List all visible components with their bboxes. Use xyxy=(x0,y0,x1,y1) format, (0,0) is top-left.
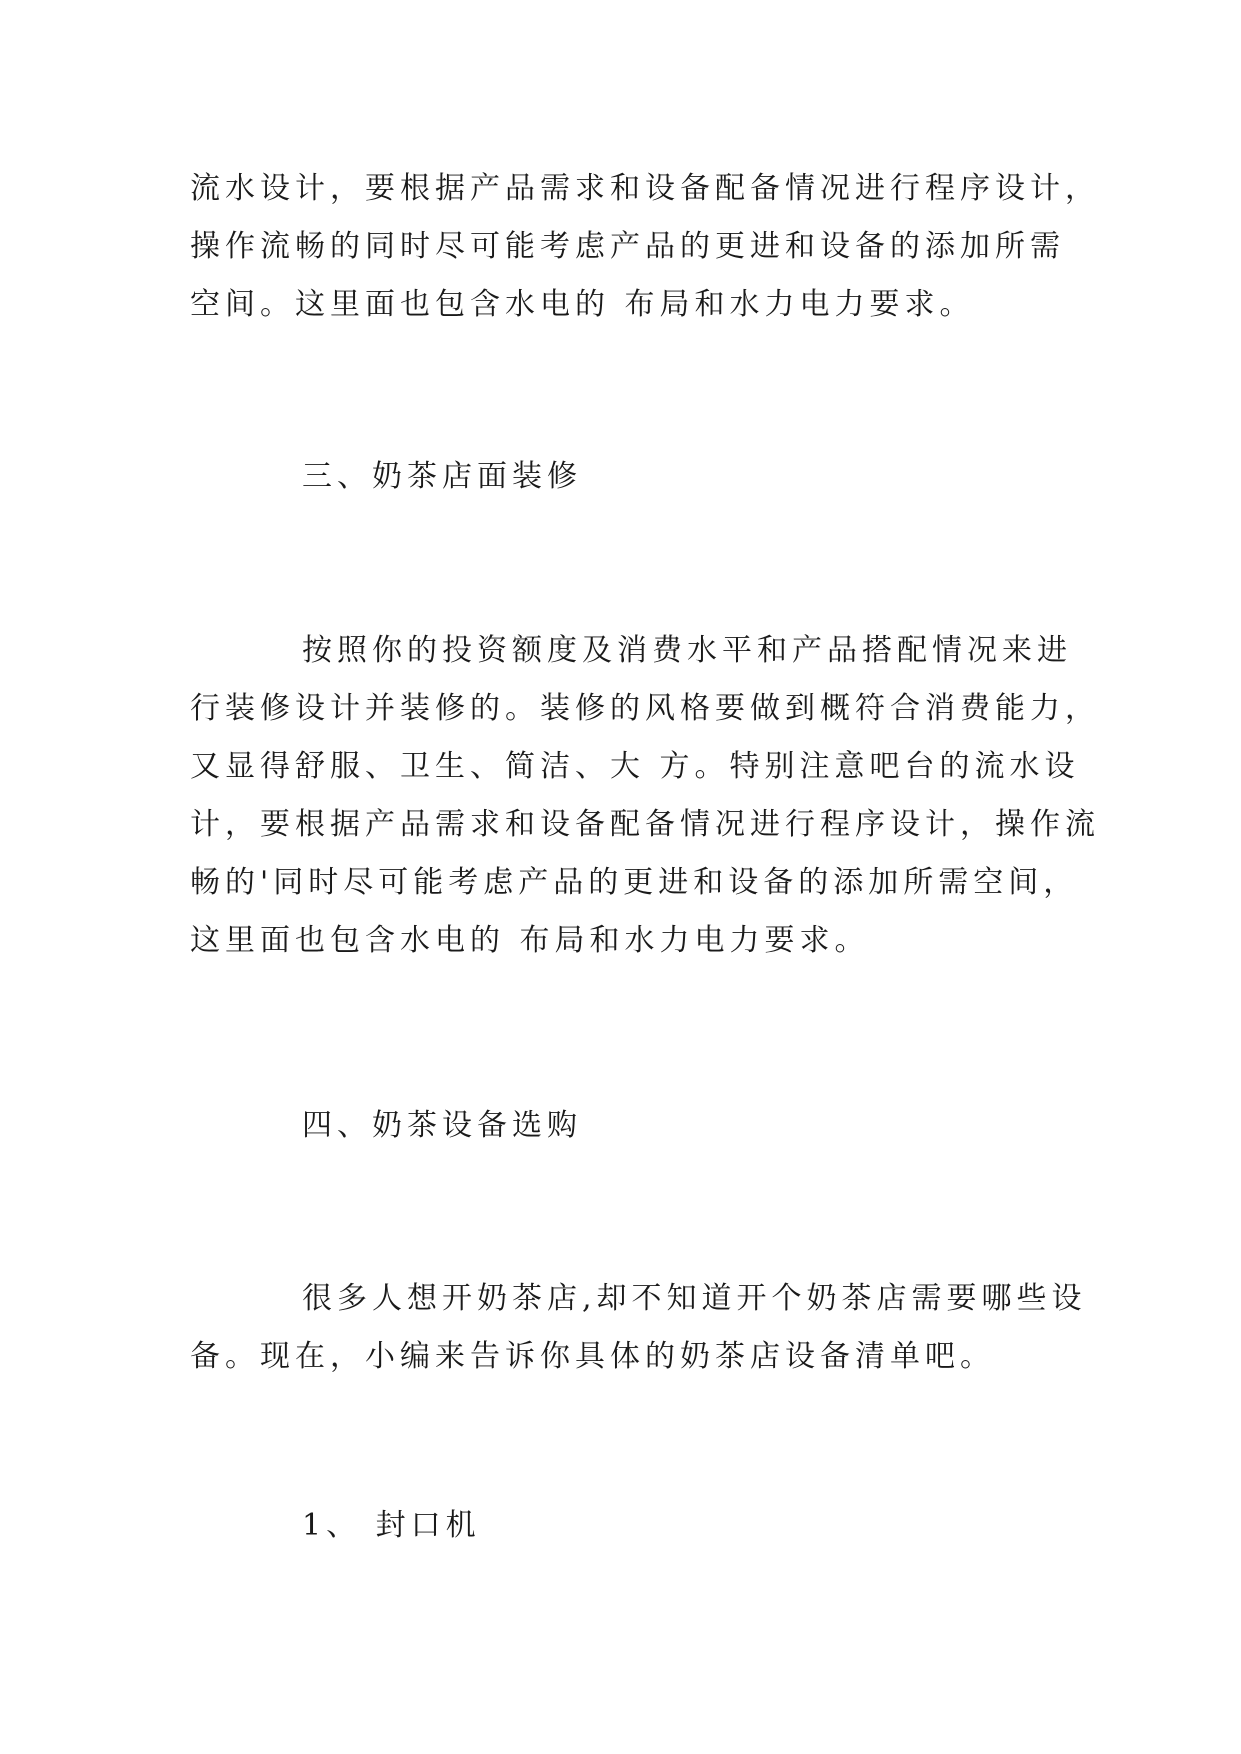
section-heading-text: 四、奶茶设备选购 xyxy=(302,1108,582,1143)
paragraph xyxy=(190,622,1100,970)
section-heading-text: 三、奶茶店面装修 xyxy=(302,459,582,494)
paragraph-line: 按照你的投资额度及消费水平和产品搭配情况来进 xyxy=(302,633,1072,668)
paragraph-line: 畅的'同时尽可能考虑产品的更进和设备的添加所需空间， xyxy=(190,865,1079,900)
paragraph-line: 又显得舒服、卫生、简洁、大 方。特别注意吧台的流水设 xyxy=(190,749,1080,784)
list-item-text: 1、 封口机 xyxy=(302,1508,481,1543)
paragraph-line: 计，要根据产品需求和设备配备情况进行程序设计，操作流 xyxy=(190,807,1100,842)
paragraph xyxy=(190,160,1100,334)
paragraph-line: 行装修设计并装修的。装修的风格要做到概符合消费能力， xyxy=(190,691,1100,726)
list-item xyxy=(190,1497,1070,1555)
paragraph-line: 操作流畅的同时尽可能考虑产品的更进和设备的添加所需 xyxy=(190,229,1065,264)
paragraph-line: 备。现在，小编来告诉你具体的奶茶店设备清单吧。 xyxy=(190,1339,995,1374)
paragraph-line: 空间。这里面也包含水电的 布局和水力电力要求。 xyxy=(190,287,975,322)
paragraph xyxy=(190,1270,1087,1386)
section-heading xyxy=(190,1097,1070,1155)
paragraph-line: 很多人想开奶茶店,却不知道开个奶茶店需要哪些设 xyxy=(302,1281,1087,1316)
paragraph-line: 这里面也包含水电的 布局和水力电力要求。 xyxy=(190,923,870,958)
section-heading xyxy=(190,448,1070,506)
paragraph-line: 流水设计，要根据产品需求和设备配备情况进行程序设计， xyxy=(190,171,1100,206)
